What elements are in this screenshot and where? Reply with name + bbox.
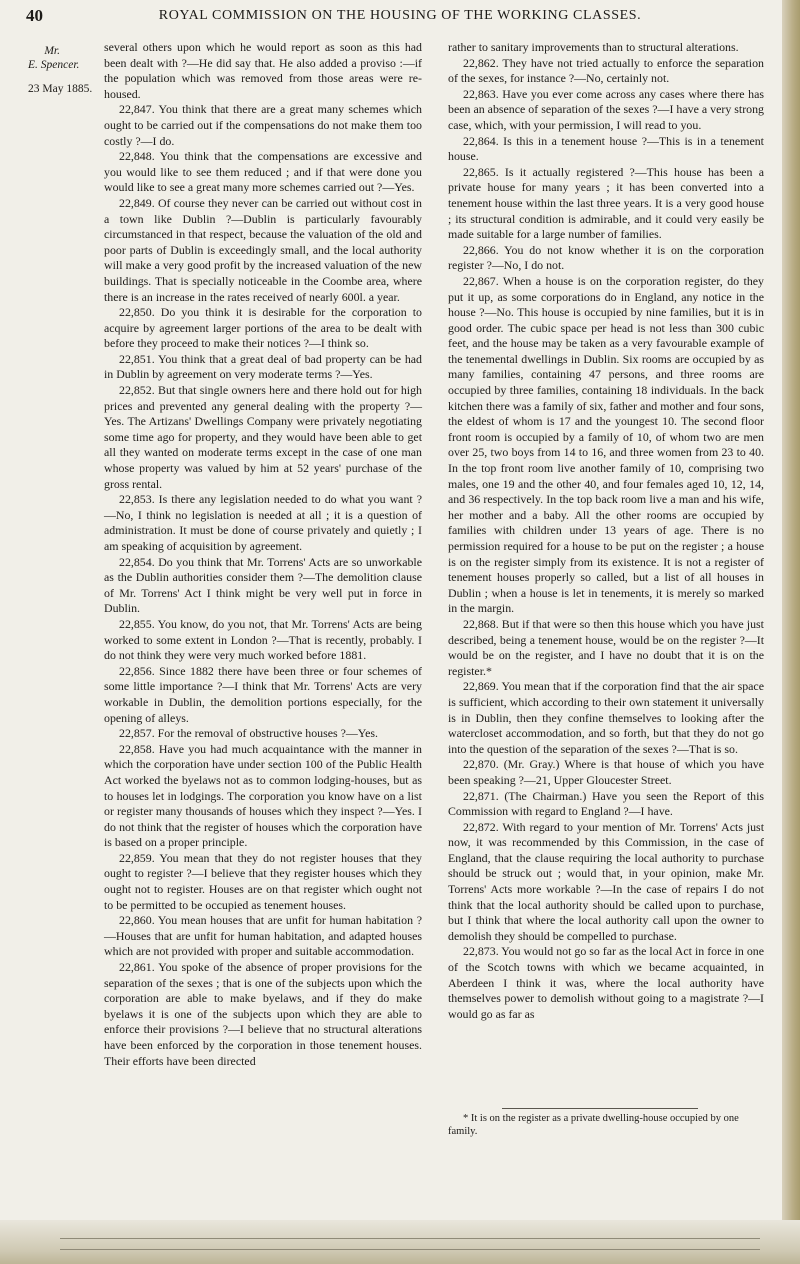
witness-name: E. Spencer. (28, 59, 80, 71)
paragraph: 22,872. With regard to your mention of Mr. Torrens' Acts just now, it was recommended by this Commission, in the case of England, that the clause requiring the local authority to purchase should be struck out ; would that, in your opinion, make Mr. Torrens' Acts more workable ?—In the case of repairs I do not think that the local authority should be called upon to purchase, but I think that where the local authority call upon the owner to demolish they should be compelled to purchase. (448, 819, 764, 943)
paragraph: 22,866. You do not know whether it is on the corporation register ?—No, I do not. (448, 242, 764, 273)
witness-sidenote (28, 44, 93, 96)
paragraph: 22,873. You would not go so far as the local Act in force in one of the Scotch towns with which we became acquainted, in Aberdeen I think it was, where the local authority have themselves power to demolish without going to a magistrate ?—I would go as far as (448, 944, 764, 1021)
paragraph: 22,871. (The Chairman.) Have you seen the Report of this Commission with regard to England ?—I have. (448, 788, 764, 819)
paragraph: 22,869. You mean that if the corporation find that the air space is sufficient, which according to their own statement it universally is in Dublin, then they confine themselves to looking after the watercloset accommodation, and so forth, but that they do not go into the question of the separation of the sexes ?—That is so. (448, 679, 764, 756)
paragraph: 22,851. You think that a great deal of bad property can be had in Dublin by agreement on very moderate terms ?—Yes. (104, 351, 422, 382)
paragraph: 22,867. When a house is on the corporation register, do they put it up, as some corporations do in England, any notice in the house ?—No. This house is occupied by nine families, but it is in good order. The cubic space per head is not less than 300 cubic feet, and the house may be taken as a very favourable example of the tenemental dwellings in Dublin. Six rooms are occupied by as many families, containing 47 persons, and three rooms are occupied by three families, containing 18 individuals. In the back kitchen there was a family of six, father and mother and four sons, the eldest of whom is 17 and the youngest 10. The second floor front room is occupied by a family of 10, of whom two are men over 25, two boys from 14 to 16, and three women from 23 to 40. In the top front room live another family of 10, comprising two males, one 19 and the other 40, and four females aged 10, 12, 14, and 36 respectively. In the top back room live a man and his wife, her mother and a baby. All the other rooms are occupied by families with children under 13 years of age. There is no permission required for a house to be put on the register ; a house is on the register simply from its existence. It is not a register of tenement houses properly so called, but a list of all houses in Dublin ; when a house is let in tenements, it is merely so marked in the margin. (448, 273, 764, 616)
paragraph: 22,860. You mean houses that are unfit for human habitation ?—Houses that are unfit for human habitation, and adapted houses which are not provided with proper and suitable accommodation. (104, 913, 422, 959)
paragraph: rather to sanitary improvements than to structural alterations. (448, 40, 739, 54)
paragraph: 22,865. Is it actually registered ?—This house has been a private house for many years ; it has been converted into a tenement house within the last three years. It is a very good house ; its structural condition is admirable, and it could very easily be made suitable for a large number of families. (448, 164, 764, 242)
page-number: 40 (26, 6, 43, 25)
paragraph: 22,847. You think that there are a great many schemes which ought to be carried out if the compensations do not make them too costly ?—I do. (104, 102, 422, 148)
left-column (104, 40, 422, 1069)
paragraph: several others upon which he would report as soon as this had been dealt with ?—He did say that. He also added a proviso :—if the population which was removed from those areas were re-housed. (104, 40, 422, 101)
paragraph: 22,855. You know, do you not, that Mr. Torrens' Acts are being worked to some extent in London ?—That is recently, probably. I do not think they were very much worked before 1881. (104, 616, 422, 663)
paragraph: 22,862. They have not tried actually to enforce the separation of the sexes, for instance ?—No, certainly not. (448, 55, 764, 86)
paragraph: 22,852. But that single owners here and there hold out for high prices and prevented any general dealing with the property ?—Yes. The Artizans' Dwellings Company were privately negotiating some time ago for property, and they would have been able to get all they wanted on moderate terms except in the case of one man whose property was valued by him at 52 years' purchase of the gross rental. (104, 383, 422, 491)
paragraph: 22,857. For the removal of obstructive houses ?—Yes. (119, 726, 379, 741)
paragraph: 22,858. Have you had much acquaintance with the manner in which the corporation have under section 100 of the Public Health Act worked the byelaws not as to common lodging-houses, but as to houses let in lodgings. The corporation you know have on a list or register many thousands of houses which they inspect ?—Yes. I do not think that the register of houses which the corporation have is based on a proper principle. (104, 741, 422, 850)
running-head: ROYAL COMMISSION ON THE HOUSING OF THE WORKING CLASSES. (158, 8, 642, 23)
paragraph: 22,864. Is this in a tenement house ?—This is in a tenement house. (448, 133, 764, 164)
paragraph: 22,861. You spoke of the absence of proper provisions for the separation of the sexes ; that is one of the subjects upon which the corporation are able to make byelaws, and if they do make byelaws it is one of the subjects upon which they are able to enforce their provisions ?—I believe that no structural alterations have been enforced by the corporation in those tenement houses. Their efforts have been directed (104, 960, 422, 1068)
paragraph: 22,870. (Mr. Gray.) Where is that house of which you have been speaking ?—21, Upper Gloucester Street. (448, 757, 764, 787)
binding-lines (60, 1238, 760, 1250)
paragraph: 22,849. Of course they never can be carried out without cost in a town like Dublin ?—Dublin is particularly favourably circumstanced in that respect, because the valuation of the old and poor parts of Dublin is exceedingly small, and the local authority will make a very good profit by the increased valuation of the new buildings. That is specially noticeable in the Coombe area, where there is an increase in the rates received of nearly 600l. a year. (104, 195, 422, 304)
footnote: * It is on the register as a private dwelling-house occupied by one family. (448, 1113, 739, 1137)
page-edge-shadow (782, 0, 800, 1264)
paragraph: 22,853. Is there any legislation needed to do what you want ?—No, I think no legislation is needed at all ; it is a question of administration. It must be done of course privately and quietly ; I am speaking of acquisition by agreement. (104, 492, 422, 553)
evidence-date: 23 May 1885. (28, 83, 93, 95)
paragraph: 22,856. Since 1882 there have been three or four schemes of some little importance ?—I think that Mr. Torrens' Acts are very workable in Dublin, the demolition portions especially, for the opening of alleys. (104, 663, 422, 725)
page-bottom-edge (0, 1220, 800, 1264)
paragraph: 22,863. Have you ever come across any cases where there has been an absence of separation of the sexes ?—I have a very strong case, which, with your permission, I will read to you. (448, 86, 764, 132)
right-column (448, 40, 764, 1022)
paragraph: 22,850. Do you think it is desirable for the corporation to acquire by agreement larger portions of the area to be dealt with before they proceed to make their notices ?—I think so. (104, 305, 422, 351)
paragraph: 22,859. You mean that they do not register houses that they ought to register ?—I believe that they register houses which they ought not to register. Houses are on that register which ought not to be permitted to be occupied as tenement houses. (104, 850, 422, 912)
paragraph: 22,868. But if that were so then this house which you have just described, being a tenement house, would be on the register ?—It would be on the register, and I have no doubt that it is on the register.* (448, 616, 764, 678)
paragraph: 22,854. Do you think that Mr. Torrens' Acts are so unworkable as the Dublin authorities consider them ?—The demolition clause of Mr. Torrens' Act I think might be very well put in force in Dublin. (104, 554, 422, 616)
footnote-rule (502, 1108, 698, 1109)
witness-title: Mr. (44, 45, 60, 57)
paragraph: 22,848. You think that the compensations are excessive and you would like to see them reduced ; and if that were done you would like to see a great many more schemes carried out ?—Yes. (104, 149, 422, 195)
